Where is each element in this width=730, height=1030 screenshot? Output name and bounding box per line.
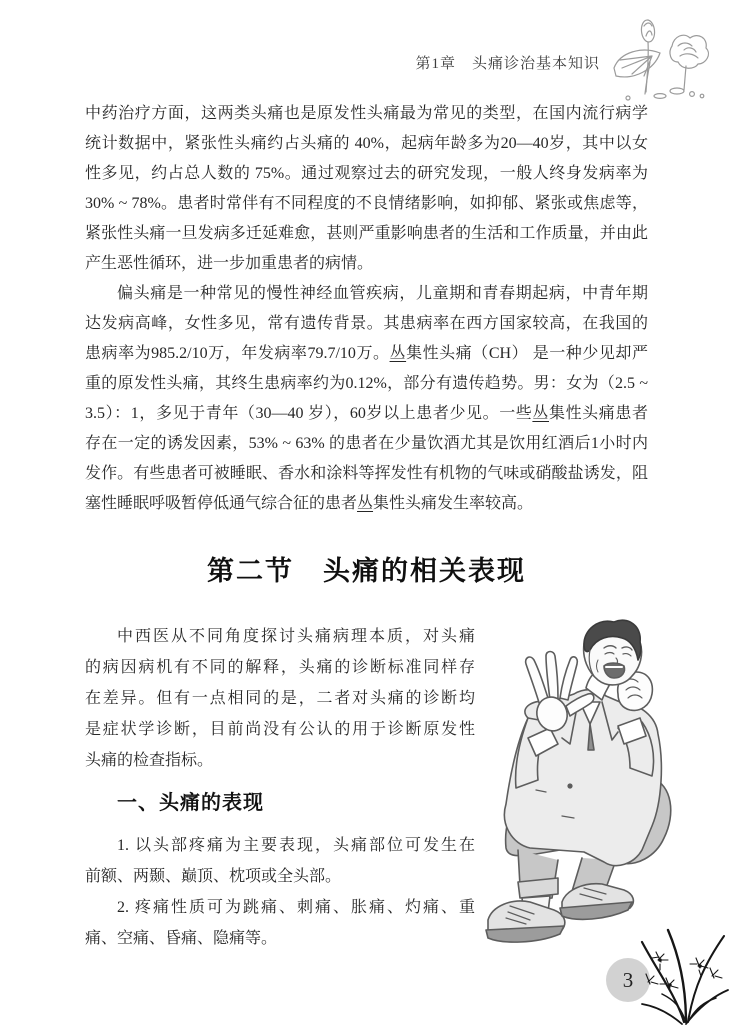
text-line: 头痛的检查指标。: [85, 752, 214, 769]
orchid-ink-art-svg: [636, 924, 730, 1030]
text-line: 3.5）：1，多见于青年（30—40 岁），60岁以上患者少见。一些丛集性头痛患者: [85, 405, 648, 422]
page-number: 3: [622, 967, 634, 992]
text-line: 偏头痛是一种常见的慢性神经血管疾病，儿童期和青春期起病，中青年期: [117, 285, 648, 302]
text-line: 塞性睡眠呼吸暂停低通气综合征的患者丛集性头痛发生率较高。: [85, 495, 534, 512]
text-line: 2. 疼痛性质可为跳痛、刺痛、胀痛、灼痛、重: [117, 899, 475, 916]
lotus-illustration: [602, 16, 718, 106]
text-line: 紧张性头痛一旦发病多迁延难愈，甚则严重影响患者的生活和工作质量，并由此: [85, 225, 648, 242]
list-item-1: [85, 830, 475, 892]
paragraph-tension-headache: [85, 99, 648, 279]
text-line: 患病率为985.2/10万，年发病率79.7/10万。丛集性头痛（CH） 是一种少见却严: [85, 345, 648, 362]
text-line: 性多见，约占总人数的 75%。通过观察过去的研究发现，一般人终身发病率为: [85, 165, 648, 182]
text-line: 30% ~ 78%。患者时常伴有不同程度的不良情绪影响，如抑郁、紧张或焦虑等，: [85, 195, 648, 212]
subsection-title: 一、头痛的表现: [117, 792, 264, 814]
orchid-illustration: [636, 924, 730, 1030]
body-text-column: [85, 99, 648, 519]
text-line: 发作。有些患者可被睡眠、香水和涂料等挥发性有机物的气味或硝酸盐诱发，阻: [85, 465, 648, 482]
lotus-line-art-svg: [602, 16, 718, 106]
paragraph-migraine-cluster: [85, 279, 648, 519]
text-line: 重的原发性头痛，其终生患病率约为0.12%，部分有遗传趋势。男：女为（2.5 ~: [85, 375, 648, 392]
text-line: 中药治疗方面，这两类头痛也是原发性头痛最为常见的类型，在国内流行病学: [85, 105, 648, 122]
wrapped-text-column: [85, 621, 475, 954]
squatting-man-illustration: [466, 610, 690, 950]
text-line: 产生恶性循环，进一步加重患者的病情。: [85, 255, 374, 272]
text-line: 在差异。但有一点相同的是，二者对头痛的诊断均: [85, 690, 475, 707]
running-head: 第1章 头痛诊治基本知识: [415, 56, 600, 72]
section-title: 第二节 头痛的相关表现: [207, 556, 526, 586]
text-line: 中西医从不同角度探讨头痛病理本质，对头痛: [117, 628, 475, 645]
text-line: 1. 以头部疼痛为主要表现，头痛部位可发生在: [117, 837, 475, 854]
squatting-man-svg: [466, 610, 690, 950]
text-line: 的病因病机有不同的解释，头痛的诊断标准同样存: [85, 659, 475, 676]
text-line: 前额、两颞、巅顶、枕项或全头部。: [85, 868, 342, 885]
paragraph-diagnosis-views: [85, 621, 475, 776]
text-line: 痛、空痛、昏痛、隐痛等。: [85, 930, 278, 947]
text-line: 存在一定的诱发因素，53% ~ 63% 的患者在少量饮酒尤其是饮用红酒后1小时内: [85, 435, 648, 452]
text-line: 达发病高峰，女性多见，常有遗传背景。其患病率在西方国家较高，在我国的: [85, 315, 648, 332]
list-item-2: [85, 892, 475, 954]
text-line: 统计数据中，紧张性头痛约占头痛的 40%，起病年龄多为20—40岁，其中以女: [85, 135, 648, 152]
text-line: 是症状学诊断，目前尚没有公认的用于诊断原发性: [85, 721, 475, 738]
